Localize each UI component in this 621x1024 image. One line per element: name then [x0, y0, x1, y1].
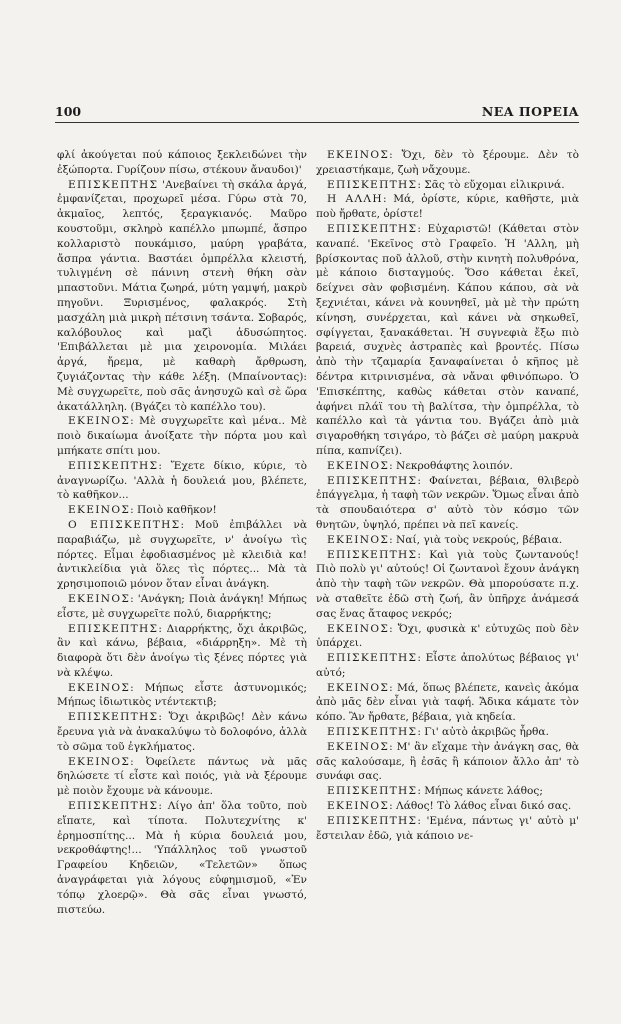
dialogue-paragraph: [57, 459, 307, 503]
running-header: [55, 104, 579, 123]
dialogue-text: : Διαρρήκτης, ὄχι ἀκριβῶς, ἂν καὶ κάνω, βέβαια, «διάρρηξη». Μὲ τὴ διαφορὰ ὅτι δὲν ἀνοίγω τὶς ξένες πόρτες γιὰ νὰ κλέψω.: [57, 622, 307, 679]
speaker-name: ΕΠΙΣΚΕΠΤΗΣ: [68, 711, 159, 724]
speaker-name: ΕΠΙΣΚΕΠΤΗΣ: [68, 459, 159, 472]
dialogue-text: : Μ' ἂν εἴχαμε τὴν ἀνάγκη σας, θὰ σᾶς καλούσαμε, ἢ ἐσᾶς ἢ κάποιον ἄλλο ἀπ' τὸ συνάφι σας.: [316, 740, 579, 783]
dialogue-text: : Ὀφείλετε πάντως νὰ μᾶς δηλώσετε τί εἶστε καὶ ποιός, γιὰ νὰ ξέρουμε μὲ ποιὸν ἔχουμε νὰ κάνουμε.: [57, 755, 307, 798]
dialogue-text: : Λίγο ἀπ' ὅλα τοῦτο, ποὺ εἴπατε, καὶ τίποτα. Πολυτεχνίτης κ' ἐρημοσπίτης... Μὰ ἡ κύρια δουλειά μου, νεκροθάφτης!... 'Υπάλληλος τοῦ γνωστοῦ Γραφείου Κηδειῶν, «Τελετῶν» ὅπως ἀναγράφεται γιὰ λόγους εὐφημισμοῦ, «Ἐν τόπῳ χλοερῷ». Θὰ σᾶς εἶναι γνωστό, πιστεύω.: [57, 800, 307, 916]
dialogue-paragraph: [316, 148, 579, 178]
dialogue-text: : Σᾶς τὸ εὔχομαι εἰλικρινά.: [417, 178, 565, 191]
speaker-name: ΕΠΙΣΚΕΠΤΗΣ: [327, 652, 418, 665]
dialogue-paragraph: [57, 799, 307, 917]
dialogue-text: : Εἶστε ἀπολύτως βέβαιος γι' αὐτό;: [316, 652, 579, 679]
dialogue-paragraph: [316, 799, 579, 814]
dialogue-paragraph: [57, 681, 307, 711]
dialogue-paragraph: [316, 725, 579, 740]
speaker-name: ΕΚΕΙΝΟΣ: [68, 592, 131, 605]
dialogue-text: : Εὐχαριστῶ! (Κάθεται στὸν καναπέ. 'Εκεῖνος στὸ Γραφεῖο. Ἡ 'Αλλη, μὴ βρίσκοντας ποῦ ἀλλοῦ, στὴν κινητὴ πολυθρόνα, μὲ κάποιο δισταγμούς. Ὅσο κάθεται ἐκεῖ, δείχνει σὰν φοβισμένη. Κάπου κάπου, σὰ νὰ ξεχνιέται, κάνει νὰ κουνηθεῖ, μὰ μὲ τὴν πρώτη κίνηση, συνέρχεται, καὶ κάνει νὰ σηκωθεῖ, σφίγγεται, ξανακάθεται. Ἡ συγνεφιὰ ἔξω πιὸ βαρειά, συχνὲς ἀστραπὲς καὶ βροντές. Πίσω ἀπὸ τὴν τζαμαρία ξαναφαίνεται ὁ κῆπος μὲ δέντρα κιτρινισμένα, σὰ νἄναι φθινόπωρο. Ὁ 'Επισκέπτης, καθὼς κάθεται στὸν καναπέ, ἀφήνει πλάϊ του τὴ βαλίτσα, τὴν ὀμπρέλλα, τὸ καπέλλο καὶ τὰ γάντια του. Βγάζει ἀπὸ μιὰ σιγαροθήκη τσιγάρο, τὸ βάζει σὲ μαύρη μακρυὰ πίπα, καπνίζει).: [316, 222, 579, 457]
dialogue-paragraph: [316, 459, 579, 474]
dialogue-text: : Μὲ συγχωρεῖτε καὶ μένα.. Μὲ ποιὸ δικαίωμα ἀνοίξατε τὴν πόρτα μου καὶ μπήκατε σπίτι μου.: [57, 415, 307, 457]
dialogue-paragraph: [57, 622, 307, 681]
dialogue-text: : Φαίνεται, βέβαια, θλιβερὸ ἐπάγγελμα, ἡ ταφὴ τῶν νεκρῶν. Ὅμως εἶναι ἀπὸ τὰ σπουδαιότερα σ' αὐτὸ τὸν κόσμο τῶν θνητῶν, ὑψηλό, πρέπει νὰ πεῖ κανείς.: [316, 474, 579, 531]
dialogue-paragraph: [316, 222, 579, 459]
journal-title: ΝΕΑ ΠΟΡΕΙΑ: [481, 104, 579, 119]
dialogue-paragraph: [316, 192, 579, 222]
dialogue-text: φλί ἀκούγεται πού κάποιος ξεκλειδώνει τὴν ἐξώπορτα. Γυρίζουν πίσω, στέκουν ἄναυδοι)': [57, 149, 307, 176]
left-text-column: [57, 148, 307, 978]
dialogue-paragraph: [316, 178, 579, 193]
dialogue-text: : Γι' αὐτὸ ἀκριβῶς ἦρθα.: [417, 726, 549, 739]
dialogue-paragraph: [316, 681, 579, 725]
speaker-name: ΕΠΙΣΚΕΠΤΗΣ: [327, 814, 418, 827]
dialogue-text: : Καὶ γιὰ τοὺς ζωντανούς! Πιὸ πολὺ γι' αὐτούς! Οἱ ζωντανοὶ ἔχουν ἀνάγκη ἀπὸ τὴν ταφὴ τῶν νεκρῶν. Θὰ μπορούσατε π.χ. νὰ σταθεῖτε ἐδῶ στὴ ζωή, ἂν ὑπῆρχε ἀνάμεσά σας ἕνας ἄταφος νεκρός;: [316, 548, 579, 620]
dialogue-text: : 'Ανάγκη; Ποιὰ ἀνάγκη! Μήπως εἶστε, μὲ συγχωρεῖτε πολύ, διαρρήκτης;: [57, 592, 307, 620]
speaker-name: ΕΠΙΣΚΕΠΤΗΣ: [68, 622, 159, 635]
dialogue-text: 'Ανεβαίνει τὴ σκάλα ἀργά, ἐμφανίζεται, προχωρεῖ μέσα. Γύρω στὰ 70, ἀκμαῖος, λεπτός, ξεραγκιανός. Μαῦρο κουστοῦμι, σκληρὸ καπέλλο μπωμπέ, ἄσπρο κολλαριστὸ πουκάμισο, μαύρη γραβάτα, ἄσπρα γάντια. Βαστάει ὀμπρέλλα κλειστή, τυλιγμένη σὲ πάνινη στενὴ θήκη σὰν μπαστοῦνι. Μάτια ζωηρά, μύτη γαμψή, μακρὺ πηγοῦνι. Ξυρισμένος, φαλακρός. Στὴ μασχάλη μιὰ μικρὴ πέτσινη τσάντα. Σοβαρός, καλόβουλος καὶ μαζὶ ἀδυσώπητος. 'Επιβάλλεται μὲ μια χειρονομία. Μιλάει ἀργά, ἤρεμα, μὲ καθαρὴ ἄρθρωση, ζυγιάζοντας τὴν κάθε λέξη. (Μπαίνοντας): Μὲ συγχωρεῖτε, ποὺ σᾶς ἀνησυχῶ καὶ σὲ ὥρα ἀκατάλληλη. (Βγάζει τὸ καπέλλο του).: [57, 178, 307, 413]
speaker-name: ΕΠΙΣΚΕΠΤΗΣ: [327, 548, 418, 561]
dialogue-text: : Ὄχι, φυσικὰ κ' εὐτυχῶς ποὺ δὲν ὑπάρχει.: [316, 622, 579, 650]
dialogue-text: : Ποιὸ καθῆκον!: [130, 504, 217, 517]
dialogue-paragraph: [316, 784, 579, 799]
dialogue-paragraph: [57, 755, 307, 799]
dialogue-paragraph: [57, 592, 307, 622]
speaker-name: ΕΚΕΙΝΟΣ: [327, 622, 390, 635]
speaker-name: ΕΚΕΙΝΟΣ: [327, 533, 390, 546]
dialogue-text: : Μοῦ ἐπιβάλλει νὰ παραβιάζω, μὲ συγχωρεῖτε, ν' ἀνοίγω τὶς πόρτες. Εἶμαι ἐφοδιασμένος μὲ κλειδιὰ κα! ἀντικλείδια γιὰ ὅλες τὶς πόρτες... Μὰ τὰ χρησιμοποιῶ μόνον ὅταν εἶναι ἀνάγκη.: [57, 518, 307, 591]
dialogue-paragraph: [316, 533, 579, 548]
dialogue-text: : Μά, ὅπως βλέπετε, κανεὶς ἀκόμα ἀπὸ μᾶς δὲν εἶναι γιὰ ταφή. Ἄδικα κάματε τὸν κόπο. Ἂν ἤρθατε, βέβαια, γιὰ κηδεία.: [316, 681, 579, 724]
dialogue-paragraph: [57, 518, 307, 592]
dialogue-text: : Ὄχι ἀκριβῶς! Δὲν κάνω ἔρευνα γιὰ νὰ ἀνακαλύψω τὸ δολοφόνο, ἀλλὰ τὸ σῶμα τοῦ ἐγκλήματος.: [57, 711, 307, 753]
dialogue-text: : Λάθος! Τὸ λάθος εἶναι δικό σας.: [389, 800, 572, 813]
right-text-column: [316, 148, 579, 978]
dialogue-paragraph: [316, 651, 579, 681]
speaker-name: ΕΠΙΣΚΕΠΤΗΣ: [327, 785, 418, 798]
speaker-name: ΕΚΕΙΝΟΣ: [327, 681, 390, 694]
dialogue-text: : Μά, ὁρίστε, κύριε, καθῆστε, μιὰ ποὺ ἤρθατε, ὁρίστε!: [316, 193, 579, 221]
speaker-name: ΕΚΕΙΝΟΣ: [327, 459, 390, 472]
dialogue-text: : Νεκροθάφτης λοιπόν.: [389, 459, 513, 472]
dialogue-text: : Ὄχι, δὲν τὸ ξέρουμε. Δὲν τὸ χρειαστήκαμε, ζωὴ νἄχουμε.: [316, 149, 579, 176]
dialogue-paragraph: [57, 148, 307, 178]
dialogue-paragraph: [316, 548, 579, 622]
dialogue-paragraph: [57, 710, 307, 754]
speaker-name: ΕΚΕΙΝΟΣ: [68, 504, 131, 517]
speaker-name: ΕΠΙΣΚΕΠΤΗΣ: [327, 726, 418, 739]
page-number: 100: [55, 104, 82, 119]
dialogue-paragraph: [57, 178, 307, 415]
speaker-name: ΕΚΕΙΝΟΣ: [68, 415, 131, 428]
speaker-name: ΕΚΕΙΝΟΣ: [327, 740, 390, 753]
dialogue-paragraph: [57, 503, 307, 518]
speaker-name: Ο ΕΠΙΣΚΕΠΤΗΣ: [68, 518, 181, 531]
speaker-name: Η ΑΛΛΗ: [327, 193, 383, 206]
dialogue-paragraph: [316, 474, 579, 533]
dialogue-text: : Ἔχετε δίκιο, κύριε, τὸ ἀναγνωρίζω. 'Αλλὰ ἡ δουλειά μου, βλέπετε, τὸ καθῆκον...: [57, 459, 307, 502]
speaker-name: ΕΠΙΣΚΕΠΤΗΣ: [327, 474, 418, 487]
dialogue-paragraph: [57, 414, 307, 458]
dialogue-paragraph: [316, 622, 579, 652]
speaker-name: ΕΠΙΣΚΕΠΤΗΣ: [327, 222, 418, 235]
speaker-name: ΕΚΕΙΝΟΣ: [327, 800, 390, 813]
dialogue-paragraph: [316, 814, 579, 844]
dialogue-text: : 'Εμένα, πάντως γι' αὐτὸ μ' ἔστειλαν ἐδῶ, γιὰ κάποιο νε-: [316, 814, 579, 842]
speaker-name: ΕΚΕΙΝΟΣ: [68, 755, 131, 768]
speaker-name: ΕΠΙΣΚΕΠΤΗΣ: [68, 800, 159, 813]
dialogue-paragraph: [316, 740, 579, 784]
speaker-name: ΕΠΙΣΚΕΠΤΗΣ: [327, 178, 418, 191]
dialogue-text: : Ναί, γιὰ τοὺς νεκρούς, βέβαια.: [389, 533, 563, 546]
speaker-name: ΕΚΕΙΝΟΣ: [68, 681, 131, 694]
speaker-name: ΕΠΙΣΚΕΠΤΗΣ: [68, 178, 159, 191]
dialogue-text: : Μήπως εἶστε ἀστυνομικός; Μήπως ἰδιωτικὸς ντέντεκτιβ;: [57, 681, 307, 709]
speaker-name: ΕΚΕΙΝΟΣ: [327, 149, 390, 161]
dialogue-text: : Μήπως κάνετε λάθος;: [417, 785, 543, 798]
